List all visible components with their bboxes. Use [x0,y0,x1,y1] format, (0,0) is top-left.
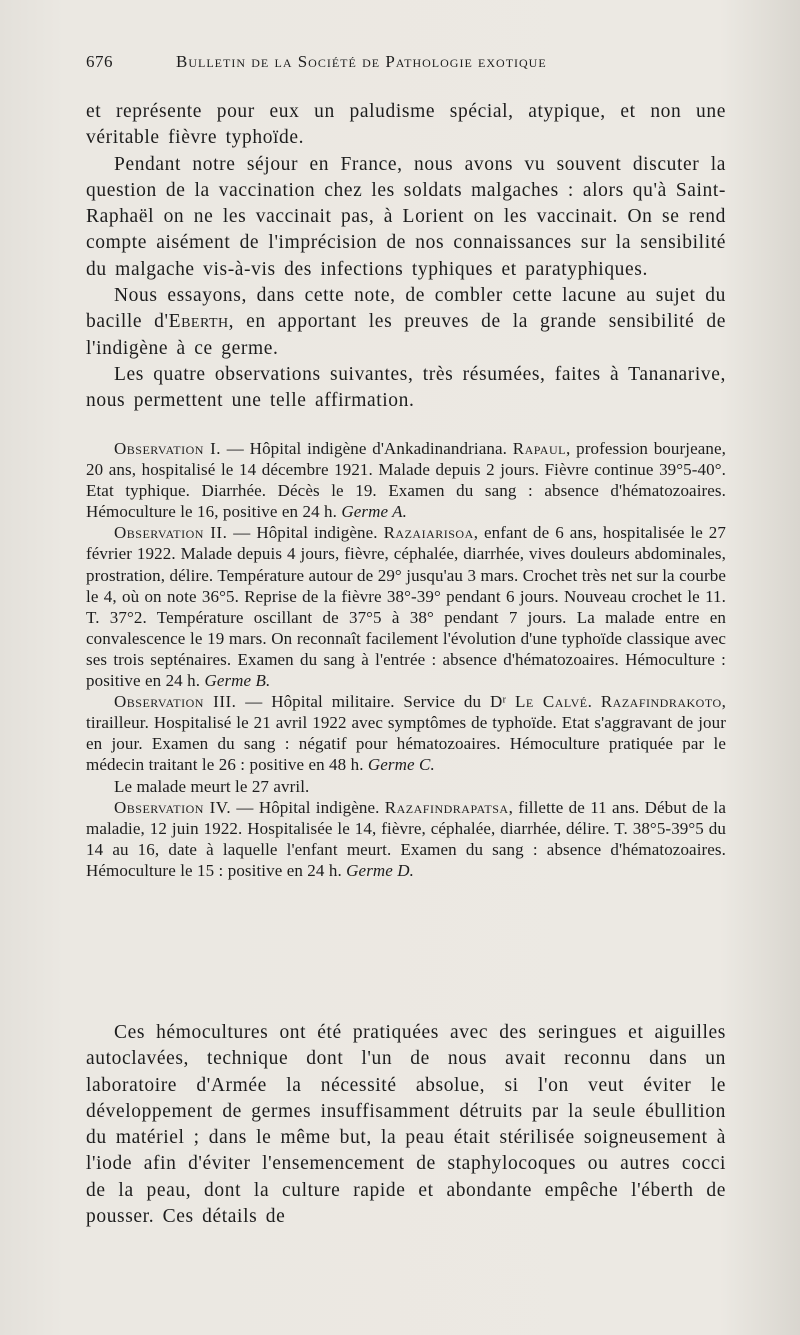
intro-paragraph-2: Pendant notre séjour en France, nous avons vu souvent discuter la question de la vaccination chez les soldats malgaches : alors qu'à Saint-Raphaël on ne les vaccinait pas, à Lorient on les vaccinait. On se rend compte aisément de l'imprécision de nos connaissances sur la sensibilité du malgache vis-à-vis des infections typhiques et paratyphiques. [86,153,726,280]
observation-text: , profession bourjeane, 20 ans, hospitalisé le 14 décembre 1921. Malade depuis 2 jours. Fièvre continue 39°5-40°. Etat typhique. Diarrhée. Décès le 19. Examen du sang : absence d'hématozoaires. Hémoculture le 16, positive en 24 h. [86,439,726,522]
patient-name: Razafindrakoto [600,692,722,712]
observation-3 [86,691,726,775]
observation-text: — Hôpital indigène. [227,523,384,543]
observation-label: Observation I. [114,439,222,458]
germ-label: Germe C. [367,755,435,775]
page-header [86,52,726,82]
observations [86,438,726,881]
author-name-eberth: Eberth [168,311,229,333]
intro-text [86,99,726,415]
intro-paragraph-3-end: , en apportant les preuves de la grande sensibilité de l'indigène à ce germe. [86,311,727,359]
observation-text: , tirailleur. Hospitalisé le 21 avril 1922 avec symptômes de typhoïde. Etat s'aggravant de jour en jour. Examen du sang : négatif pour hématozoaires. Hémoculture pratiquée par le médecin traitant le 26 : positive en 48 h. [86,692,726,775]
observation-text: — Hôpital indigène. [231,797,385,817]
observation-label: Observation III. [114,692,237,712]
patient-name: Rapaul [512,439,566,458]
conclusion-text [86,1020,726,1230]
page-number: 676 [86,52,113,71]
germ-label: Germe B. [204,671,271,691]
observation-text: , enfant de 6 ans, hospitalisée le 27 février 1922. Malade depuis 4 jours, fièvre, céphalée, diarrhée, vives douleurs abdominales, prostration, délire. Température autour de 29° jusqu'au 3 mars. Crochet très net sur la courbe le 4, où on note 36°5. Reprise de la fièvre 38°-39° pendant 6 jours. Nouveau crochet le 11. T. 37°2. Température oscillant de 37°5 à 38° pendant 7 jours. La malade entre en convalescence le 19 mars. On reconnaît facilement l'évolution d'une typhoïde classique avec ses trois septénaires. Examen du sang à l'entrée : absence d'hématozoaires. Hémoculture : positive en 24 h. [86,523,726,691]
observation-label: Observation II. [114,523,228,543]
intro-paragraph-1: et représente pour eux un paludisme spécial, atypique, et non une véritable fièvre typhoïde. [86,101,726,149]
patient-name: Razaiarisoa [383,523,474,543]
observation-1 [86,438,726,522]
observation-2 [86,522,726,691]
observation-3-death: Le malade meurt le 27 avril. [114,776,310,796]
observation-4 [86,797,726,881]
germ-label: Germe D. [346,860,415,880]
running-title: Bulletin de la Société de Pathologie exotique [176,52,547,71]
patient-name: Razafindrapatsa [384,797,509,817]
observation-text: — Hôpital indigène d'Ankadinandriana. [221,439,513,458]
germ-label: Germe A. [341,502,407,522]
doctor-name: Le Calvé [514,692,588,712]
intro-paragraph-3-start: Nous essayons, dans cette note, de combler cette lacune au sujet du bacille d' [86,285,726,333]
intro-paragraph-3 [86,283,726,362]
conclusion-paragraph: Ces hémocultures ont été pratiquées avec des seringues et aiguilles autoclavées, technique dont l'un de nous avait reconnu dans un laboratoire d'Armée la nécessité absolue, si l'on veut éviter le développement de germes insuffisamment détruits par la seule ébullition du matériel ; dans le même but, la peau était stérilisée soigneusement à l'iode afin d'éviter l'ensemencement de staphylocoques ou autres cocci de la peau, dont la culture rapide et abondante empêche l'éberth de pousser. Ces détails de [86,1022,726,1228]
observation-label: Observation IV. [114,797,232,817]
intro-paragraph-4: Les quatre observations suivantes, très résumées, faites à Tananarive, nous permettent une telle affirmation. [86,363,726,412]
observation-text: , fillette de 11 ans. Début de la maladie, 12 juin 1922. Hospitalisée le 14, fièvre, céphalée, diarrhée, délire. T. 38°5-39°5 du 14 au 16, date à laquelle l'enfant meurt. Examen du sang : absence d'hématozoaires. Hémoculture le 15 : positive en 24 h. [86,797,727,880]
observation-text: . [587,692,601,712]
observation-text: — Hôpital militaire. Service du Dʳ [236,692,515,712]
